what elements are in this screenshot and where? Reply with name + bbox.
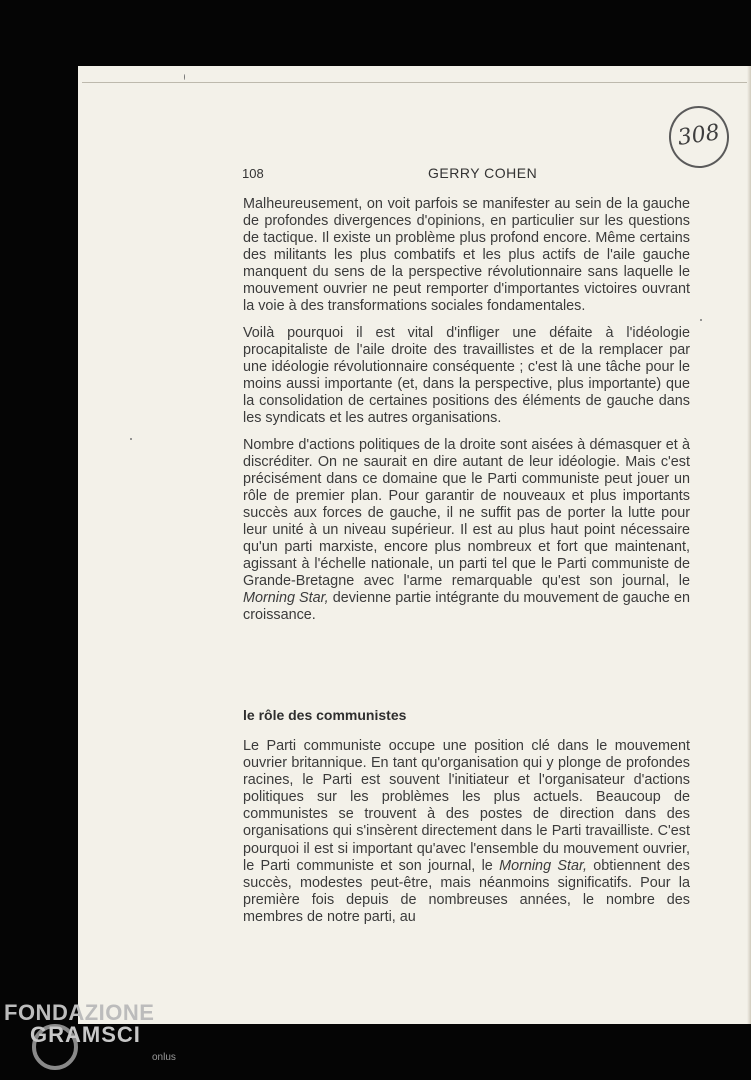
paragraph-3-text-a: Nombre d'actions politiques de la droite sont aisées à démasquer et à discréditer. On ne saurait en dire autant de leur idéologie. Mais c'est précisément dans ce domaine que le Parti communiste peut jouer un rôle de premier plan. Pour garantir de nouveaux et plus importants succès aux forces de gauche, il ne suffit pas de porter la lutte pour leur unité à un niveau supérieur. Il est au plus haut point nécessaire qu'un parti marxiste, encore plus nombreux et fort que maintenant, agissant à l'échelle nationale, un parti tel que le Parti communiste de Grande-Bretagne avec l'arme remarquable qu'est son journal, le — [243, 437, 690, 589]
fondazione-gramsci-watermark — [4, 1000, 176, 1063]
paragraph-3 — [243, 437, 690, 624]
page-edge-shadow — [747, 66, 751, 1024]
watermark-line-3: onlus — [152, 1052, 176, 1063]
watermark-line-2: GRAMSCI — [30, 1022, 141, 1047]
paper-speck — [184, 74, 185, 80]
document-page — [78, 66, 751, 1024]
paragraph-4-text-a: Le Parti communiste occupe une position clé dans le mouvement ouvrier britannique. En tant qu'organisation qui y plonge de profondes racines, le Parti est souvent l'initiateur et l'organisateur d'actions politiques sur les problèmes les plus actuels. Beaucoup de communistes se trouvent à des postes de direction dans des organisations qui s'insèrent directement dans le Parti travailliste. C'est pourquoi il est si important qu'avec l'ensemble du mouvement ouvrier, le Parti communiste et son journal, le — [243, 738, 690, 874]
newspaper-title: Morning Star, — [499, 857, 587, 874]
running-head: GERRY COHEN — [428, 165, 538, 181]
paper-speck — [130, 438, 132, 440]
page-number: 108 — [242, 166, 264, 181]
page-top-rule — [82, 82, 751, 83]
paragraph-4-text-b: obtiennent des succès, modestes peut-être, mais néanmoins significatifs. Pour la première fois depuis de nombreuses années, le nombre des membres de notre parti, au — [243, 857, 690, 925]
section-text-block — [243, 738, 690, 936]
paragraph-4 — [243, 738, 690, 926]
archive-stamp: 308 — [665, 102, 733, 172]
paragraph-2: Voilà pourquoi il est vital d'infliger une défaite à l'idéologie procapitaliste de l'aile droite des travaillistes et de la remplacer par une idéologie révolutionnaire conséquente ; c'est là une tâche pour le moins aussi importante (et, dans la perspective, plus importante) que la consolidation de certaines positions des éléments de gauche dans les syndicats et les autres organisations. — [243, 325, 690, 426]
section-heading: le rôle des communistes — [243, 707, 407, 723]
paragraph-1: Malheureusement, on voit parfois se manifester au sein de la gauche de profondes divergences d'opinions, en particulier sur les questions de tactique. Il existe un problème plus profond encore. Même certains des militants les plus combatifs et les plus actifs de l'aile gauche manquent du sens de la perspective révolutionnaire sans laquelle le mouvement ouvrier ne peut remporter d'importantes victoires ouvrant la voie à des transformations sociales fondamentales. — [243, 196, 690, 314]
main-text-block — [243, 196, 690, 634]
paragraph-3-text-b: devienne partie intégrante du mouvement de gauche en croissance. — [243, 590, 690, 623]
paper-speck — [700, 319, 702, 321]
watermark-line-1: FONDAZIONE — [4, 1000, 155, 1025]
newspaper-title: Morning Star, — [243, 590, 329, 606]
